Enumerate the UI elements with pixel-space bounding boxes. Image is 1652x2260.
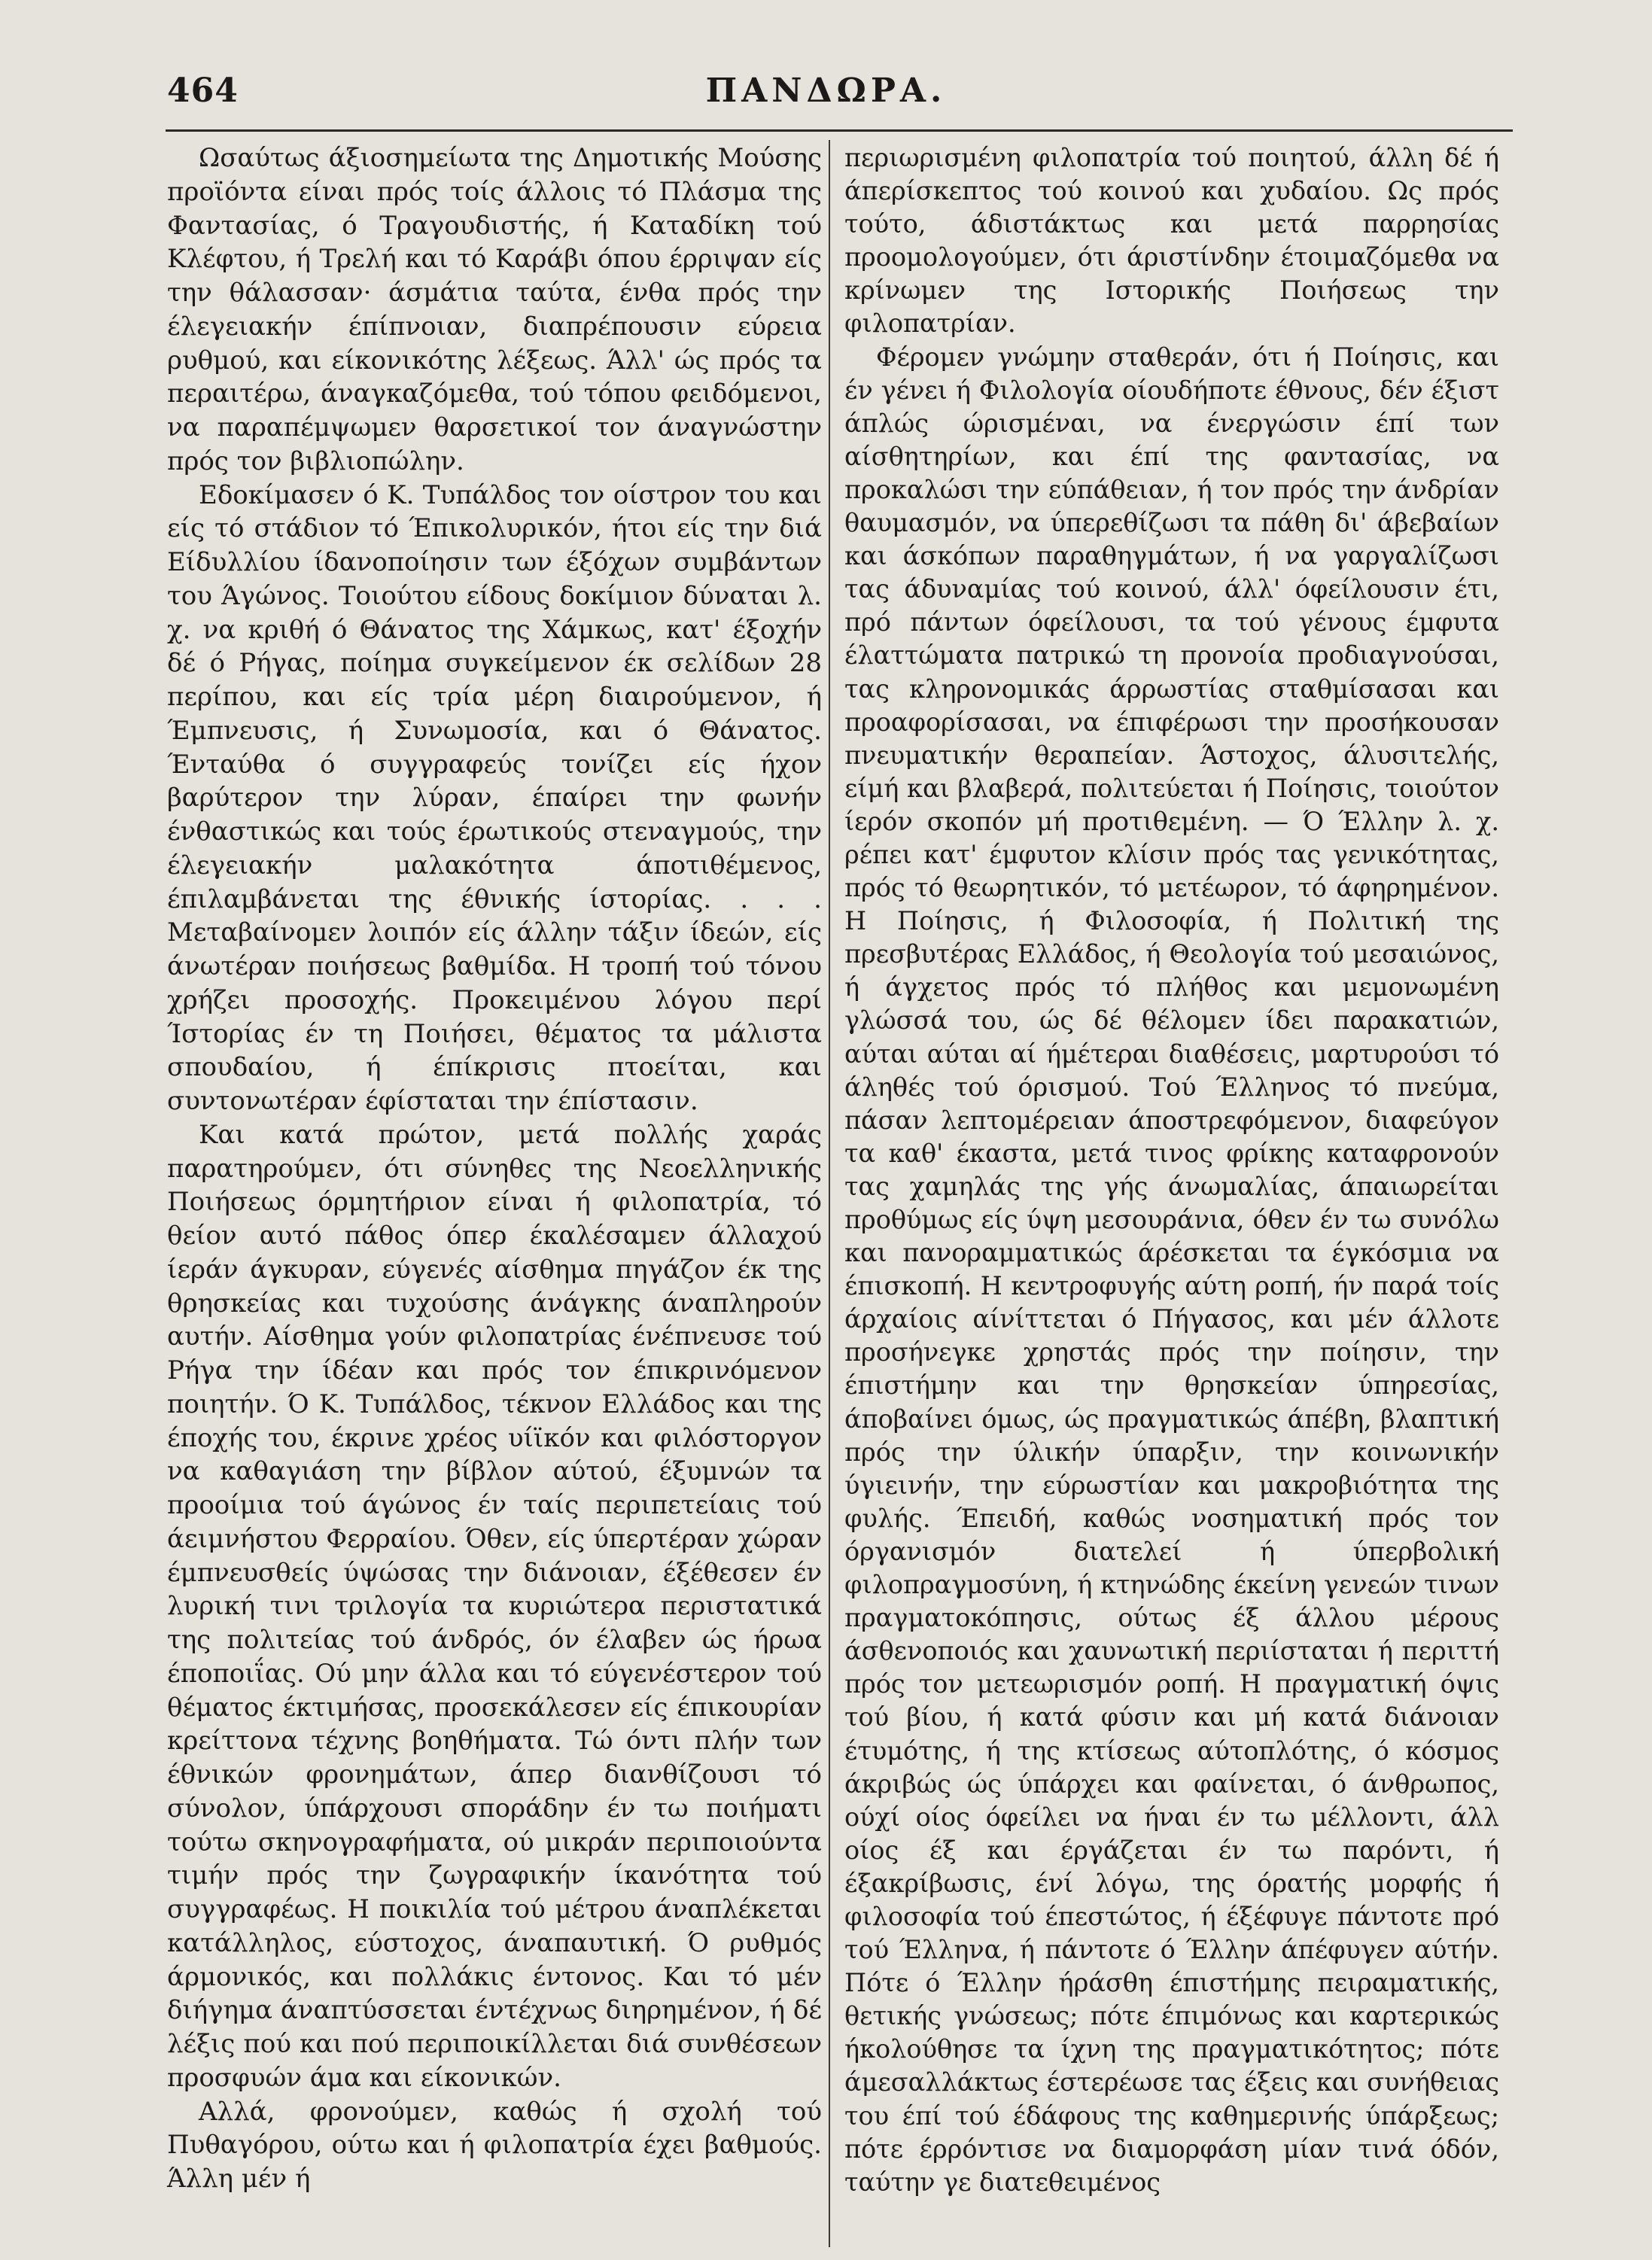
- paragraph: περιωρισμένη φιλοπατρία τού ποιητού, άλλη δέ ή άπερίσκεπτος τού κοινού και χυδαίου. Ως πρός τούτο, άδιστάκτως και μετά παρρησίας προομολογούμεν, ότι άριστίνδην έτοιμαζόμεθα να κρίνωμεν της Ιστορικής Ποιήσεως την φιλοπατρίαν.: [844, 143, 1499, 339]
- left-column: [167, 141, 822, 2196]
- header-rule: [166, 129, 1513, 132]
- right-column: [844, 141, 1499, 2199]
- page-header: [0, 71, 1652, 124]
- page-number: 464: [167, 71, 239, 110]
- paragraph: Και κατά πρώτον, μετά πολλής χαράς παρατηρούμεν, ότι σύνηθες της Νεοελληνικής Ποιήσεως όρμητήριον είναι ή φιλοπατρία, τό θείον αυτό πάθος όπερ έκαλέσαμεν άλλαχού ίεράν άγκυραν, εύγενές αίσθημα πηγάζον έκ της θρησκείας και τυχούσης άνάγκης άναπληρούν αυτήν. Αίσθημα γούν φιλοπατρίας ένέπνευσε τού Ρήγα την ίδέαν και πρός τον έπικρινόμενον ποιητήν. Ό Κ. Τυπάλδος, τέκνον Ελλάδος και της έποχής του, έκρινε χρέος υίϊκόν και φιλόστοργον να καθαγιάση την βίβλον αύτού, έξυμνών τα προοίμια τού άγώνος έν ταίς περιπετείαις τού άειμνήστου Φερραίου. Όθεν, είς ύπερτέραν χώραν έμπνευσθείς ύψώσας την διάνοιαν, έξέθεσεν έν λυρική τινι τριλογία τα κυριώτερα περιστατικά της πολιτείας τού άνδρός, όν έλαβεν ώς ήρωα έποποιΐας. Ού μην άλλα και τό εύγενέστερον τού θέματος έκτιμήσας, προσεκάλεσεν είς έπικουρίαν κρείττονα τέχνης βοηθήματα. Τώ όντι πλήν των έθνικών φρονημάτων, άπερ διανθίζουσι τό σύνολον, ύπάρχουσι σποράδην έν τω ποιήματι τούτω σκηνογραφήματα, ού μικράν περιποιούντα τιμήν πρός την ζωγραφικήν ίκανότητα τού συγγραφέως. Η ποικιλία τού μέτρου άναπλέκεται κατάλληλος, εύστοχος, άναπαυτική. Ό ρυθμός άρμονικός, και πολλάκις έντονος. Και τό μέν διήγημα άναπτύσσεται έντέχνως διηρημένον, ή δέ λέξις πού και πού περιποικίλλεται διά συνθέσεων προσφυών άμα και είκονικών.: [167, 1119, 822, 2093]
- running-title: ΠΑΝΔΩΡΑ.: [705, 71, 947, 110]
- paragraph: Φέρομεν γνώμην σταθεράν, ότι ή Ποίησις, και έν γένει ή Φιλολογία οίουδήποτε έθνους, δέν έξιστ άπλώς ώρισμέναι, να ένεργώσιν έπί των αίσθητηρίων, και έπί της φαντασίας, να προκαλώσι την εύπάθειαν, ή τον πρός την άνδρίαν θαυμασμόν, να ύπερεθίζωσι τα πάθη δι' άβεβαίων και άσκόπων παραθηγμάτων, ή να γαργαλίζωσι τας άδυναμίας τού κοινού, άλλ' όφείλουσιν έτι, πρό πάντων όφείλουσι, τα τού γένους έμφυτα έλαττώματα πατρικώ τη προνοία προδιαγνούσαι, τας κληρονομικάς άρρωστίας σταθμίσασαι και προαφορίσασαι, να έπιφέρωσι την προσήκουσαν πνευματικήν θεραπείαν. Άστοχος, άλυσιτελής, είμή και βλαβερά, πολιτεύεται ή Ποίησις, τοιούτον ίερόν σκοπόν μή προτιθεμένη. — Ό Έλλην λ. χ. ρέπει κατ' έμφυτον κλίσιν πρός τας γενικότητας, πρός τό θεωρητικόν, τό μετέωρον, τό άφηρημένον. Η Ποίησις, ή Φιλοσοφία, ή Πολιτική της πρεσβυτέρας Ελλάδος, ή Θεολογία τού μεσαιώνος, ή άγχετος πρός τό πλήθος και μεμονωμένη γλώσσά του, ώς δέ θέλομεν ίδει παρακατιών, αύται αύται αί ήμέτεραι διαθέσεις, μαρτυρούσι τό άληθές τού όρισμού. Τού Έλληνος τό πνεύμα, πάσαν λεπτομέρειαν άποστρεφόμενον, διαφεύγον τα καθ' έκαστα, μετά τινος φρίκης καταφρονούν τας χαμηλάς της γής άνωμαλίας, άπαιωρείται προθύμως είς ύψη μεσουράνια, όθεν έν τω συνόλω και πανοραμματικώς άρέσκεται τα έγκόσμια να έπισκοπή. Η κεντροφυγής αύτη ροπή, ήν παρά τοίς άρχαίοις αίνίττεται ό Πήγασος, και μέν άλλοτε προσήνεγκε χρηστάς πρός την ποίησιν, την έπιστήμην και την θρησκείαν ύπηρεσίας, άποβαίνει όμως, ώς πραγματικώς άπέβη, βλαπτική πρός την ύλικήν ύπαρξιν, την κοινωνικήν ύγιεινήν, την εύρωστίαν και μακροβιότητα της φυλής. Έπειδή, καθώς νοσηματική πρός τον όργανισμόν διατελεί ή ύπερβολική φιλοπραγμοσύνη, ή κτηνώδης έκείνη γενεών τινων πραγματοκόπησις, ούτως έξ άλλου μέρους άσθενοποιός και χαυνωτική περιίσταται ή περιττή πρός τον μετεωρισμόν ροπή. Η πραγματική όψις τού βίου, ή κατά φύσιν και μή κατά διάνοιαν έτυμότης, ή της κτίσεως αύτοπλότης, ό κόσμος άκριβώς ώς ύπάρχει και φαίνεται, ό άνθρωπος, ούχί οίος όφείλει να ήναι έν τω μέλλοντι, άλλ οίος έξ και έργάζεται έν τω παρόντι, ή έξακρίβωσις, ένί λόγω, της όρατής μορφής ή φιλοσοφία τού έπεστώτος, ή έξέφυγε πάντοτε πρό τού Έλληνα, ή πάντοτε ό Έλλην άπέφυγεν αύτήν. Πότε ό Έλλην ήράσθη έπιστήμης πειραματικής, θετικής γνώσεως; πότε έπιμόνως και καρτερικώς ήκολούθησε τα ίχνη της πραγματικότητος; πότε άμεσαλλάκτως έστερέωσε τας έξεις και συνήθειας του έπί τού έδάφους της καθημερινής ύπάρξεως; πότε έρρόντισε να διαμορφάση μίαν τινά όδόν, ταύτην γε διατεθειμένος: [844, 342, 1499, 2197]
- paragraph: Ωσαύτως άξιοσημείωτα της Δημοτικής Μούσης προϊόντα είναι πρός τοίς άλλοις τό Πλάσμα της Φαντασίας, ό Τραγουδιστής, ή Καταδίκη τού Κλέφτου, ή Τρελή και τό Καράβι όπου έρριψαν είς την θάλασσαν· άσμάτια ταύτα, ένθα πρός την έλεγειακήν έπίπνοιαν, διαπρέπουσιν εύρεια ρυθμού, και είκονικότης λέξεως. Άλλ' ώς πρός τα περαιτέρω, άναγκαζόμεθα, τού τόπου φειδόμενοι, να παραπέμψωμεν θαρσετικοί τον άναγνώστην πρός τον βιβλιοπώλην.: [167, 143, 822, 476]
- paragraph: Αλλά, φρονούμεν, καθώς ή σχολή τού Πυθαγόρου, ούτω και ή φιλοπατρία έχει βαθμούς. Άλλη μέν ή: [167, 2096, 822, 2194]
- column-divider: [829, 140, 830, 2247]
- paragraph: Εδοκίμασεν ό Κ. Τυπάλδος τον οίστρον του και είς τό στάδιον τό Έπικολυρικόν, ήτοι είς την διά Είδυλλίου ίδανοποίησιν των έξόχων συμβάντων του Άγώνος. Τοιούτου είδους δοκίμιον δύναται λ. χ. να κριθή ό Θάνατος της Χάμκως, κατ' έξοχήν δέ ό Ρήγας, ποίημα συγκείμενον έκ σελίδων 28 περίπου, και είς τρία μέρη διαιρούμενον, ή Έμπνευσις, ή Συνωμοσία, και ό Θάνατος. Ένταύθα ό συγγραφεύς τονίζει είς ήχον βαρύτερον την λύραν, έπαίρει την φωνήν ένθαστικώς και τούς έρωτικούς στεναγμούς, την έλεγειακήν μαλακότητα άποτιθέμενος, έπιλαμβάνεται της έθνικής ίστορίας. . . . Μεταβαίνομεν λοιπόν είς άλλην τάξιν ίδεών, είς άνωτέραν ποιήσεως βαθμίδα. Η τροπή τού τόνου χρήζει προσοχής. Προκειμένου λόγου περί Ίστορίας έν τη Ποιήσει, θέματος τα μάλιστα σπουδαίου, ή έπίκρισις πτοείται, και συντονωτέραν έφίσταται την έπίστασιν.: [167, 479, 822, 1116]
